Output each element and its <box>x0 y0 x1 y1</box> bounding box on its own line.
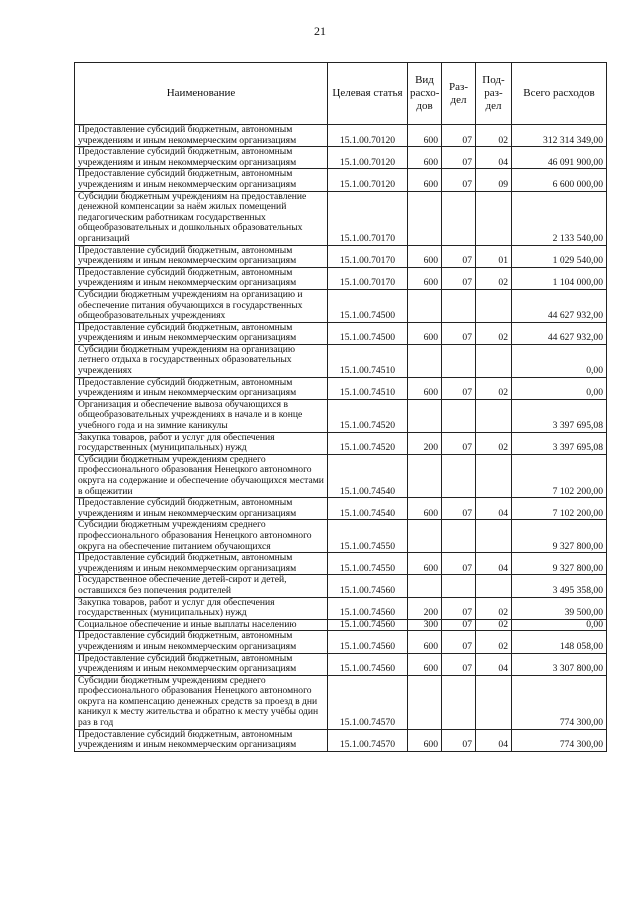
header-total: Всего расходов <box>512 63 607 125</box>
row-total: 3 495 358,00 <box>512 575 607 597</box>
row-target-article: 15.1.00.74540 <box>328 454 408 497</box>
table-row <box>75 125 607 147</box>
row-subsection: 02 <box>476 597 512 619</box>
row-expense-type <box>408 520 442 553</box>
row-name: Предоставление субсидий бюджетным, автономным учреждениям и иным некоммерческим организациям <box>75 553 328 575</box>
row-name: Субсидии бюджетным учреждениям на предоставление денежной компенсации за наём жилых помещений педагогическим работникам государственных общеобразовательных и дошкольных образовательных организаций <box>75 191 328 245</box>
row-target-article: 15.1.00.74550 <box>328 520 408 553</box>
row-name: Субсидии бюджетным учреждениям среднего профессионального образования Ненецкого автономного округа на обеспечение питанием обучающихся <box>75 520 328 553</box>
row-subsection: 02 <box>476 267 512 289</box>
row-section <box>442 454 476 497</box>
row-target-article: 15.1.00.74500 <box>328 289 408 322</box>
row-subsection: 04 <box>476 729 512 751</box>
row-expense-type: 600 <box>408 377 442 399</box>
row-subsection: 04 <box>476 147 512 169</box>
row-expense-type: 600 <box>408 245 442 267</box>
row-target-article: 15.1.00.74540 <box>328 498 408 520</box>
header-expense-type: Вид расхо-дов <box>408 63 442 125</box>
row-section: 07 <box>442 147 476 169</box>
row-total: 9 327 800,00 <box>512 553 607 575</box>
table-header-row <box>75 63 607 125</box>
table-row <box>75 498 607 520</box>
row-total: 774 300,00 <box>512 729 607 751</box>
row-section: 07 <box>442 125 476 147</box>
table-row <box>75 169 607 191</box>
table-row <box>75 454 607 497</box>
table-row <box>75 520 607 553</box>
row-subsection <box>476 675 512 729</box>
table-row <box>75 619 607 631</box>
table-row <box>75 377 607 399</box>
row-name: Закупка товаров, работ и услуг для обеспечения государственных (муниципальных) нужд <box>75 432 328 454</box>
row-section <box>442 399 476 432</box>
row-target-article: 15.1.00.70170 <box>328 267 408 289</box>
row-subsection: 02 <box>476 631 512 653</box>
row-total: 3 397 695,08 <box>512 399 607 432</box>
row-name: Субсидии бюджетным учреждениям среднего профессионального образования Ненецкого автономного округа на компенсацию денежных средств за проезд в дни каникул к месту жительства и обратно к месту учёбы один раз в год <box>75 675 328 729</box>
row-section <box>442 520 476 553</box>
row-target-article: 15.1.00.70170 <box>328 191 408 245</box>
row-total: 0,00 <box>512 619 607 631</box>
table-row <box>75 344 607 377</box>
row-expense-type: 600 <box>408 729 442 751</box>
row-section <box>442 289 476 322</box>
row-total: 148 058,00 <box>512 631 607 653</box>
row-target-article: 15.1.00.70120 <box>328 169 408 191</box>
row-total: 3 397 695,08 <box>512 432 607 454</box>
row-section: 07 <box>442 619 476 631</box>
row-expense-type <box>408 454 442 497</box>
row-section: 07 <box>442 631 476 653</box>
table-row <box>75 191 607 245</box>
row-target-article: 15.1.00.70120 <box>328 125 408 147</box>
row-target-article: 15.1.00.74560 <box>328 575 408 597</box>
row-expense-type: 600 <box>408 322 442 344</box>
row-subsection: 02 <box>476 432 512 454</box>
row-section: 07 <box>442 432 476 454</box>
row-target-article: 15.1.00.74570 <box>328 729 408 751</box>
row-section: 07 <box>442 169 476 191</box>
row-expense-type: 600 <box>408 125 442 147</box>
table-row <box>75 729 607 751</box>
row-subsection: 01 <box>476 245 512 267</box>
row-name: Предоставление субсидий бюджетным, автономным учреждениям и иным некоммерческим организациям <box>75 498 328 520</box>
row-subsection <box>476 191 512 245</box>
table-row <box>75 289 607 322</box>
table-row <box>75 597 607 619</box>
row-target-article: 15.1.00.74560 <box>328 653 408 675</box>
row-name: Субсидии бюджетным учреждениям на организацию летнего отдыха в государственных образовательных учреждениях <box>75 344 328 377</box>
row-total: 3 307 800,00 <box>512 653 607 675</box>
row-expense-type <box>408 575 442 597</box>
row-expense-type <box>408 289 442 322</box>
row-expense-type <box>408 675 442 729</box>
row-subsection: 09 <box>476 169 512 191</box>
row-subsection: 02 <box>476 377 512 399</box>
row-name: Предоставление субсидий бюджетным, автономным учреждениям и иным некоммерческим организациям <box>75 125 328 147</box>
row-name: Организация и обеспечение вывоза обучающихся в общеобразовательных учреждениях в начале и в конце учебного года и на зимние каникулы <box>75 399 328 432</box>
row-expense-type <box>408 191 442 245</box>
row-section: 07 <box>442 267 476 289</box>
row-total: 0,00 <box>512 344 607 377</box>
row-expense-type: 200 <box>408 597 442 619</box>
row-subsection <box>476 520 512 553</box>
row-name: Предоставление субсидий бюджетным, автономным учреждениям и иным некоммерческим организациям <box>75 245 328 267</box>
row-name: Предоставление субсидий бюджетным, автономным учреждениям и иным некоммерческим организациям <box>75 169 328 191</box>
row-section: 07 <box>442 377 476 399</box>
row-target-article: 15.1.00.74550 <box>328 553 408 575</box>
table-row <box>75 675 607 729</box>
row-name: Субсидии бюджетным учреждениям среднего профессионального образования Ненецкого автономного округа на содержание и обеспечение обучающихся местами в общежитии <box>75 454 328 497</box>
row-name: Предоставление субсидий бюджетным, автономным учреждениям и иным некоммерческим организациям <box>75 653 328 675</box>
row-section <box>442 344 476 377</box>
table-row <box>75 553 607 575</box>
row-subsection: 04 <box>476 498 512 520</box>
table-row <box>75 575 607 597</box>
header-subsection: Под-раз-дел <box>476 63 512 125</box>
row-name: Социальное обеспечение и иные выплаты населению <box>75 619 328 631</box>
row-target-article: 15.1.00.74510 <box>328 344 408 377</box>
row-subsection: 02 <box>476 125 512 147</box>
row-total: 39 500,00 <box>512 597 607 619</box>
page-number: 21 <box>314 24 326 38</box>
table-row <box>75 432 607 454</box>
row-name: Государственное обеспечение детей-сирот и детей, оставшихся без попечения родителей <box>75 575 328 597</box>
header-target-article: Целевая статья <box>328 63 408 125</box>
row-total: 2 133 540,00 <box>512 191 607 245</box>
row-name: Предоставление субсидий бюджетным, автономным учреждениям и иным некоммерческим организациям <box>75 322 328 344</box>
row-section: 07 <box>442 729 476 751</box>
row-total: 0,00 <box>512 377 607 399</box>
row-target-article: 15.1.00.74510 <box>328 377 408 399</box>
row-total: 44 627 932,00 <box>512 322 607 344</box>
row-name: Предоставление субсидий бюджетным, автономным учреждениям и иным некоммерческим организациям <box>75 631 328 653</box>
row-expense-type: 600 <box>408 653 442 675</box>
row-target-article: 15.1.00.70120 <box>328 147 408 169</box>
row-name: Предоставление субсидий бюджетным, автономным учреждениям и иным некоммерческим организациям <box>75 147 328 169</box>
row-subsection <box>476 289 512 322</box>
row-total: 1 104 000,00 <box>512 267 607 289</box>
row-subsection: 02 <box>476 322 512 344</box>
row-total: 1 029 540,00 <box>512 245 607 267</box>
row-expense-type: 600 <box>408 147 442 169</box>
table-row <box>75 399 607 432</box>
row-section: 07 <box>442 597 476 619</box>
header-name: Наименование <box>75 63 328 125</box>
row-expense-type: 600 <box>408 631 442 653</box>
row-name: Предоставление субсидий бюджетным, автономным учреждениям и иным некоммерческим организациям <box>75 267 328 289</box>
row-section <box>442 575 476 597</box>
row-section: 07 <box>442 245 476 267</box>
table-row <box>75 631 607 653</box>
row-target-article: 15.1.00.74520 <box>328 432 408 454</box>
row-expense-type <box>408 344 442 377</box>
row-subsection: 02 <box>476 619 512 631</box>
row-section: 07 <box>442 498 476 520</box>
row-target-article: 15.1.00.74520 <box>328 399 408 432</box>
row-total: 6 600 000,00 <box>512 169 607 191</box>
row-subsection: 04 <box>476 553 512 575</box>
row-target-article: 15.1.00.74560 <box>328 619 408 631</box>
row-expense-type: 600 <box>408 553 442 575</box>
table-row <box>75 267 607 289</box>
row-subsection <box>476 344 512 377</box>
row-name: Предоставление субсидий бюджетным, автономным учреждениям и иным некоммерческим организациям <box>75 729 328 751</box>
row-total: 46 091 900,00 <box>512 147 607 169</box>
header-section: Раз-дел <box>442 63 476 125</box>
row-total: 774 300,00 <box>512 675 607 729</box>
row-expense-type: 600 <box>408 498 442 520</box>
row-target-article: 15.1.00.74500 <box>328 322 408 344</box>
row-target-article: 15.1.00.70170 <box>328 245 408 267</box>
row-total: 44 627 932,00 <box>512 289 607 322</box>
row-total: 7 102 200,00 <box>512 454 607 497</box>
row-subsection <box>476 399 512 432</box>
row-subsection: 04 <box>476 653 512 675</box>
row-expense-type: 600 <box>408 267 442 289</box>
row-total: 9 327 800,00 <box>512 520 607 553</box>
row-section: 07 <box>442 653 476 675</box>
row-target-article: 15.1.00.74560 <box>328 631 408 653</box>
row-name: Предоставление субсидий бюджетным, автономным учреждениям и иным некоммерческим организациям <box>75 377 328 399</box>
row-expense-type: 200 <box>408 432 442 454</box>
row-section <box>442 191 476 245</box>
row-total: 7 102 200,00 <box>512 498 607 520</box>
row-name: Субсидии бюджетным учреждениям на организацию и обеспечение питания обучающихся в государственных общеобразовательных учреждениях <box>75 289 328 322</box>
row-section: 07 <box>442 322 476 344</box>
table-row <box>75 147 607 169</box>
table-row <box>75 653 607 675</box>
row-target-article: 15.1.00.74560 <box>328 597 408 619</box>
row-expense-type <box>408 399 442 432</box>
row-expense-type: 300 <box>408 619 442 631</box>
table-row <box>75 322 607 344</box>
row-target-article: 15.1.00.74570 <box>328 675 408 729</box>
row-section: 07 <box>442 553 476 575</box>
row-name: Закупка товаров, работ и услуг для обеспечения государственных (муниципальных) нужд <box>75 597 328 619</box>
table-row <box>75 245 607 267</box>
budget-table <box>74 62 607 752</box>
row-subsection <box>476 454 512 497</box>
row-total: 312 314 349,00 <box>512 125 607 147</box>
row-subsection <box>476 575 512 597</box>
row-expense-type: 600 <box>408 169 442 191</box>
row-section <box>442 675 476 729</box>
